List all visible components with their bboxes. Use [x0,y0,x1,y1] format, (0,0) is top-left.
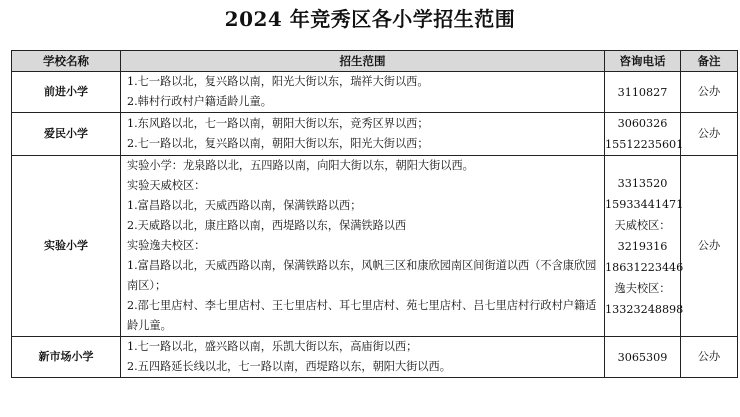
phone-line: 18631223446 [605,260,684,274]
table-row [12,113,738,156]
range-line: 1.东风路以北，七一路以南，朝阳大街以东，竞秀区界以西； [127,117,429,130]
phone-line: 13323248898 [605,302,684,316]
enrollment-range [121,113,605,156]
range-line: 实验逸夫校区： [127,239,206,252]
enrollment-table [11,50,738,378]
note-cell: 公办 [681,113,738,156]
phone-line: 逸夫校区： [614,281,671,295]
table-row [12,156,738,337]
phone-line: 15512235601 [605,138,684,151]
header-phone: 咨询电话 [605,51,681,72]
header-range: 招生范围 [121,51,605,72]
school-name: 前进小学 [12,72,121,113]
table-row [12,72,738,113]
note-cell: 公办 [681,72,738,113]
enrollment-range [121,72,605,113]
note-cell: 公办 [681,337,738,378]
range-line: 2.邵七里店村、李七里店村、王七里店村、耳七里店村、苑七里店村、吕七里店村行政村户籍适龄儿童。 [127,299,597,332]
header-school: 学校名称 [12,51,121,72]
contact-phone [605,156,684,337]
table-row [12,337,738,378]
range-line: 2.五四路延长线以北，七一路以南，西堤路以东，朝阳大街以西。 [127,360,451,373]
enrollment-range [121,337,605,378]
phone-line: 15933441471 [605,197,684,211]
phone-line: 3313520 [617,176,668,190]
range-line: 2.天威路以北，康庄路以南，西堤路以东，保满铁路以西 [127,219,407,232]
page-title: 2024 年竞秀区各小学招生范围 [224,7,516,31]
phone-line: 3219316 [617,239,668,253]
range-line: 实验天威校区： [127,179,206,192]
phone-line: 天威校区： [614,218,671,232]
range-line: 1.富昌路以北，天威西路以南，保满铁路以东，风帆三区和康欣园南区间街道以西（不含康欣园南区）； [127,259,597,292]
range-line: 2.韩村行政村户籍适龄儿童。 [127,95,272,108]
school-name: 爱民小学 [12,113,121,156]
school-name: 实验小学 [12,156,121,337]
phone-line: 3065309 [617,350,668,364]
range-line: 实验小学：龙泉路以北，五四路以南，向阳大街以东，朝阳大街以西。 [127,159,474,172]
phone-line: 3110827 [617,85,668,99]
school-name: 新市场小学 [12,337,121,378]
range-line: 1.富昌路以北，天威西路以南，保满铁路以西； [127,199,362,212]
contact-phone [605,337,681,378]
range-line: 2.七一路以北，复兴路以南，朝阳大街以东，阳光大街以西； [127,137,429,150]
contact-phone [605,113,684,156]
table-header-row [12,51,738,72]
phone-line: 3060326 [617,117,668,130]
header-note: 备注 [681,51,738,72]
range-line: 1.七一路以北，盛兴路以南，乐凯大街以东，高庙街以西； [127,340,418,353]
enrollment-range [121,156,605,337]
note-cell: 公办 [681,156,738,337]
contact-phone [605,72,681,113]
range-line: 1.七一路以北，复兴路以南，阳光大街以东，瑞祥大街以西。 [127,75,429,88]
